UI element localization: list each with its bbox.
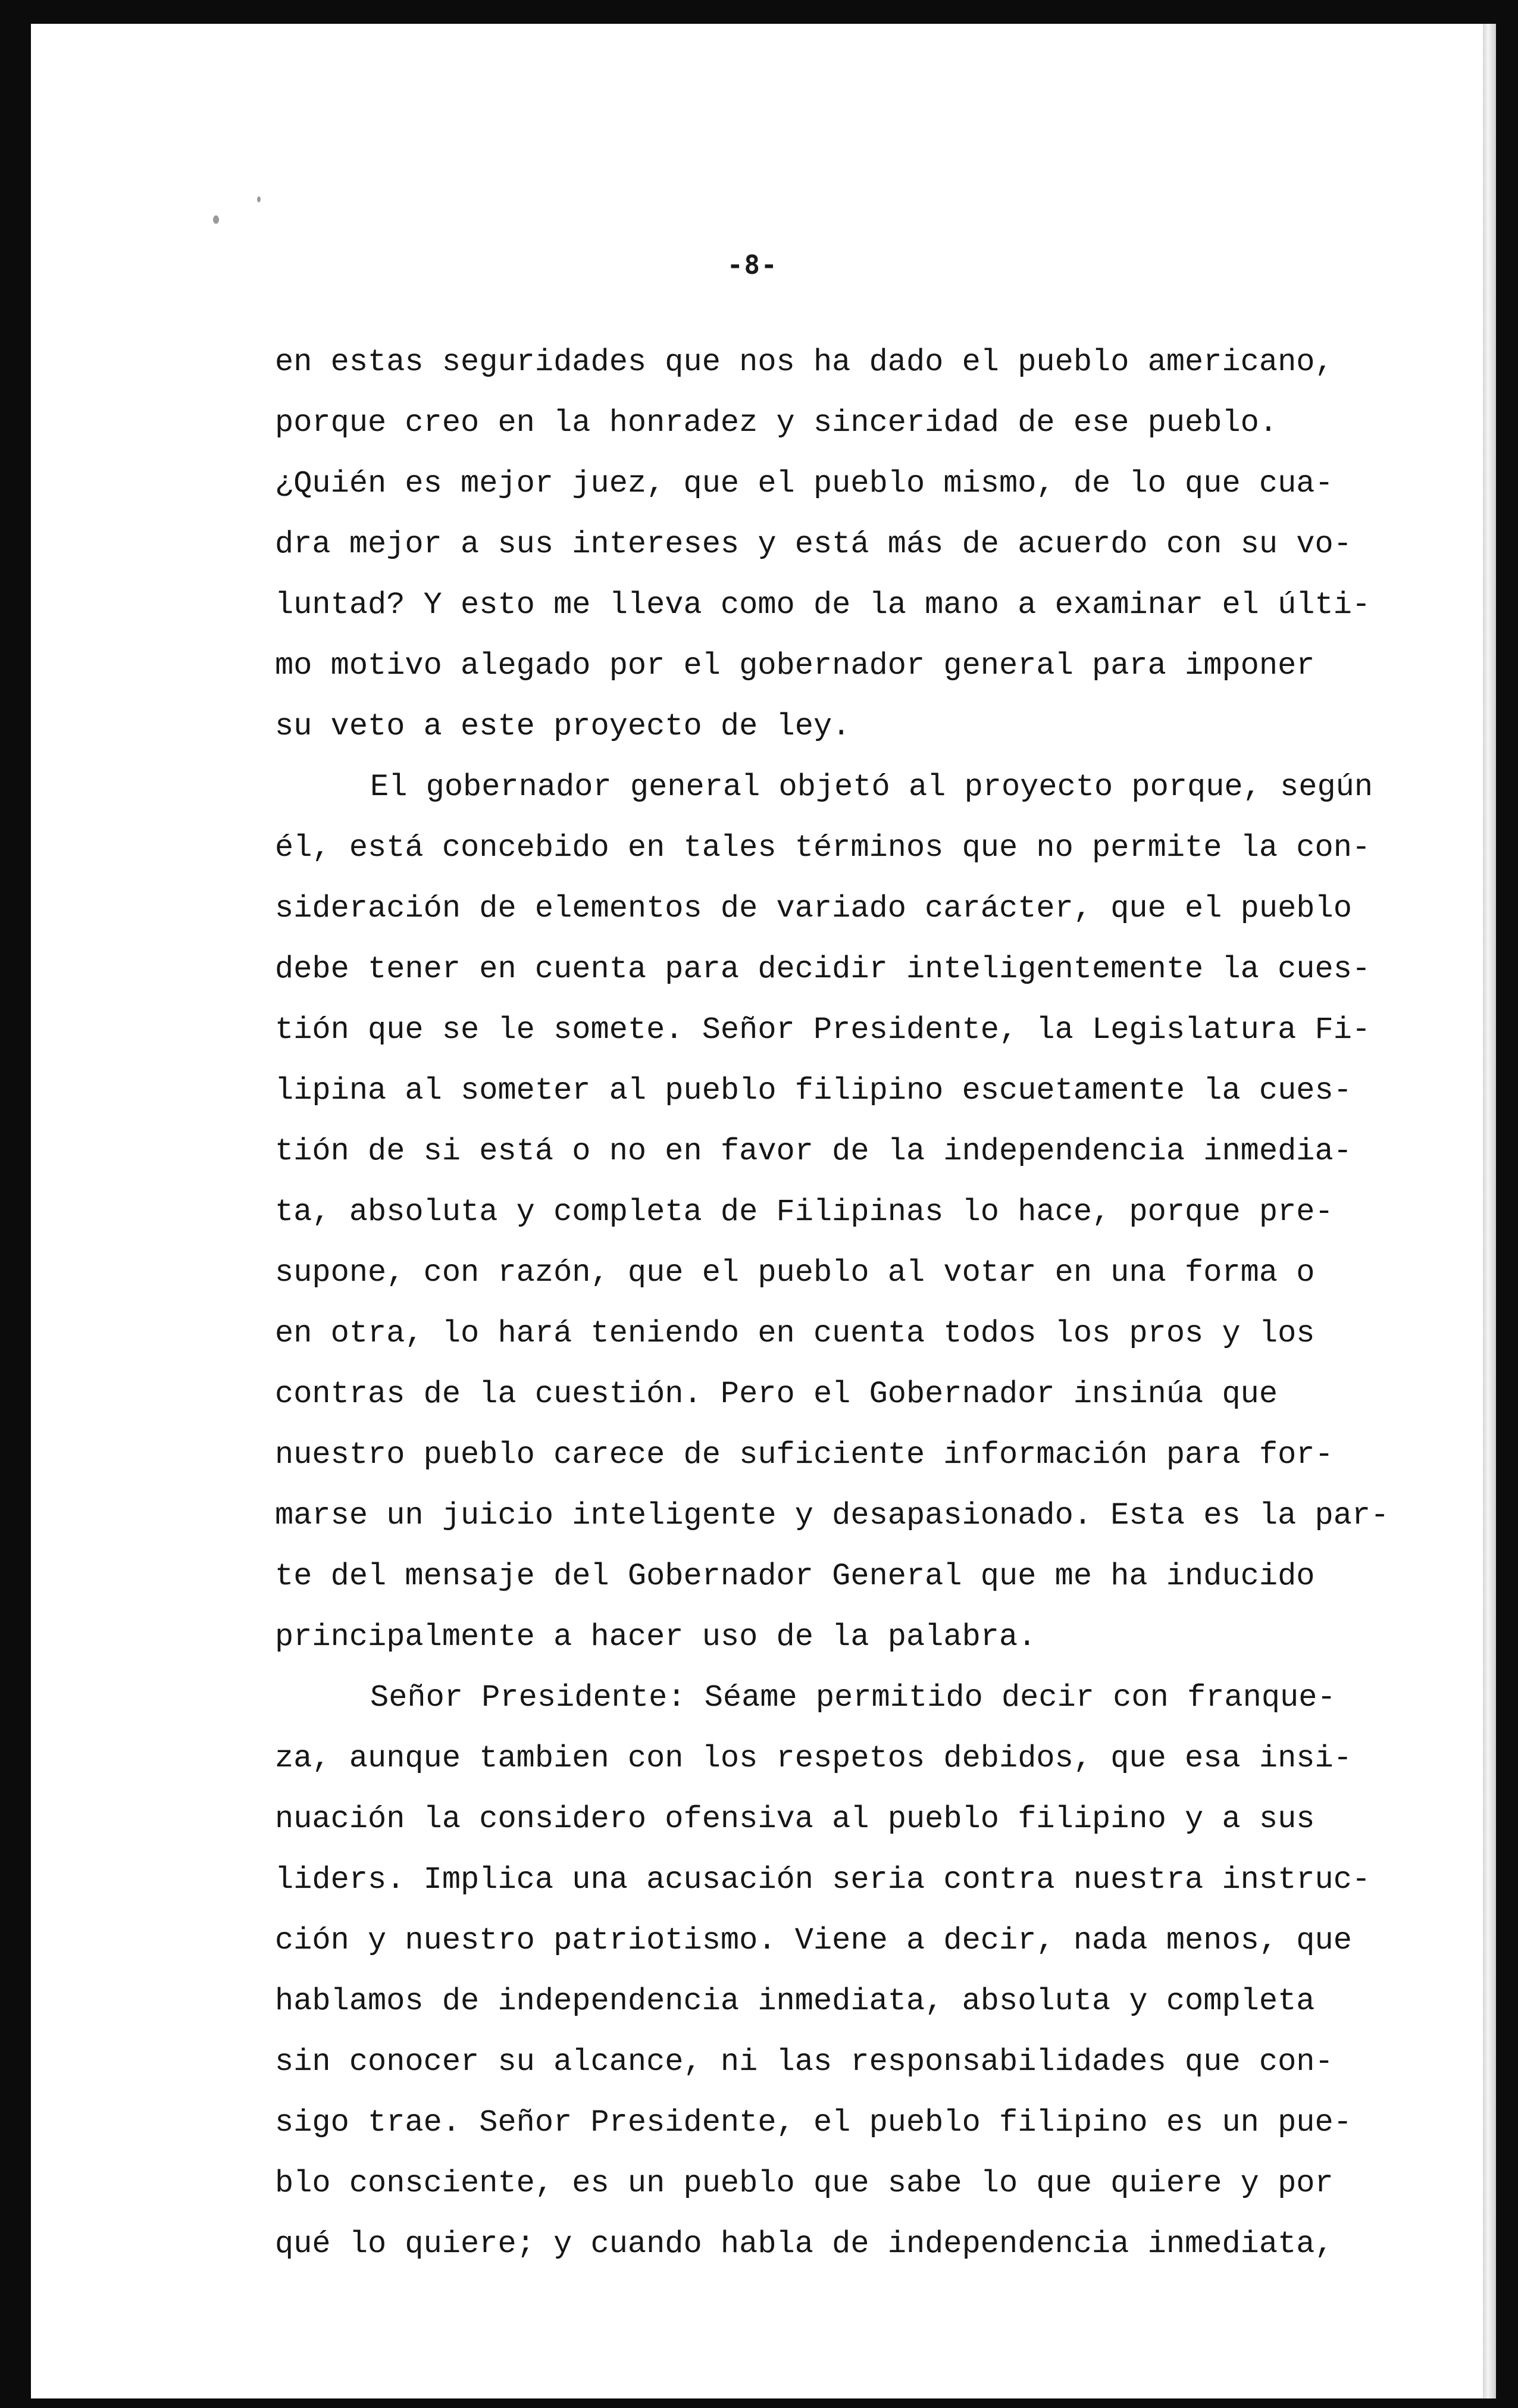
text-line: él, está concebido en tales términos que no permite la con-	[275, 830, 1371, 865]
text-line: qué lo quiere; y cuando habla de independencia inmediata,	[275, 2226, 1334, 2262]
text-line: ¿Quién es mejor juez, que el pueblo mismo, de lo que cua-	[275, 466, 1334, 501]
page-number: -8-	[727, 250, 778, 280]
text-line: dra mejor a sus intereses y está más de acuerdo con su vo-	[275, 527, 1352, 562]
text-line: tión de si está o no en favor de la independencia inmedia-	[275, 1134, 1352, 1169]
text-line: su veto a este proyecto de ley.	[275, 709, 851, 744]
text-line: nuación la considero ofensiva al pueblo filipino y a sus	[275, 1802, 1315, 1837]
text-line: debe tener en cuenta para decidir inteligentemente la cues-	[275, 952, 1371, 987]
paper-speck	[257, 196, 261, 202]
text-line: principalmente a hacer uso de la palabra.	[275, 1619, 1037, 1655]
text-line: en estas seguridades que nos ha dado el pueblo americano,	[275, 345, 1334, 380]
paragraph	[275, 1668, 1371, 2275]
text-line: sigo trae. Señor Presidente, el pueblo filipino es un pue-	[275, 2105, 1352, 2140]
paragraph	[275, 332, 1371, 757]
text-line: liders. Implica una acusación seria contra nuestra instruc-	[275, 1862, 1371, 1897]
text-line: sin conocer su alcance, ni las responsabilidades que con-	[275, 2044, 1334, 2079]
text-line: contras de la cuestión. Pero el Gobernador insinúa que	[275, 1377, 1278, 1412]
text-line: nuestro pueblo carece de suficiente información para for-	[275, 1437, 1334, 1472]
text-line: El gobernador general objetó al proyecto porque, según	[370, 770, 1373, 805]
text-line: Señor Presidente: Séame permitido decir con franque-	[370, 1680, 1336, 1715]
text-line: marse un juicio inteligente y desapasionado. Esta es la par-	[275, 1498, 1389, 1533]
text-line: en otra, lo hará teniendo en cuenta todos los pros y los	[275, 1316, 1315, 1351]
text-line: tión que se le somete. Señor Presidente, la Legislatura Fi-	[275, 1012, 1371, 1047]
text-line: blo consciente, es un pueblo que sabe lo que quiere y por	[275, 2166, 1334, 2201]
paragraph	[275, 757, 1389, 1668]
text-line: supone, con razón, que el pueblo al votar en una forma o	[275, 1255, 1315, 1290]
text-line: hablamos de independencia inmediata, absoluta y completa	[275, 1984, 1315, 2019]
text-line: sideración de elementos de variado carácter, que el pueblo	[275, 891, 1352, 926]
text-line: porque creo en la honradez y sinceridad de ese pueblo.	[275, 405, 1278, 440]
text-line: za, aunque tambien con los respetos debidos, que esa insi-	[275, 1741, 1352, 1776]
text-line: ción y nuestro patriotismo. Viene a decir, nada menos, que	[275, 1923, 1352, 1958]
text-line: luntad? Y esto me lleva como de la mano a examinar el últi-	[275, 587, 1371, 623]
text-line: ta, absoluta y completa de Filipinas lo hace, porque pre-	[275, 1194, 1334, 1230]
text-line: te del mensaje del Gobernador General que me ha inducido	[275, 1559, 1315, 1594]
text-line: lipina al someter al pueblo filipino escuetamente la cues-	[275, 1073, 1352, 1108]
paper-speck	[213, 215, 219, 224]
text-line: mo motivo alegado por el gobernador general para imponer	[275, 648, 1315, 683]
page-edge	[1483, 24, 1496, 2398]
document-body	[275, 332, 1389, 2275]
